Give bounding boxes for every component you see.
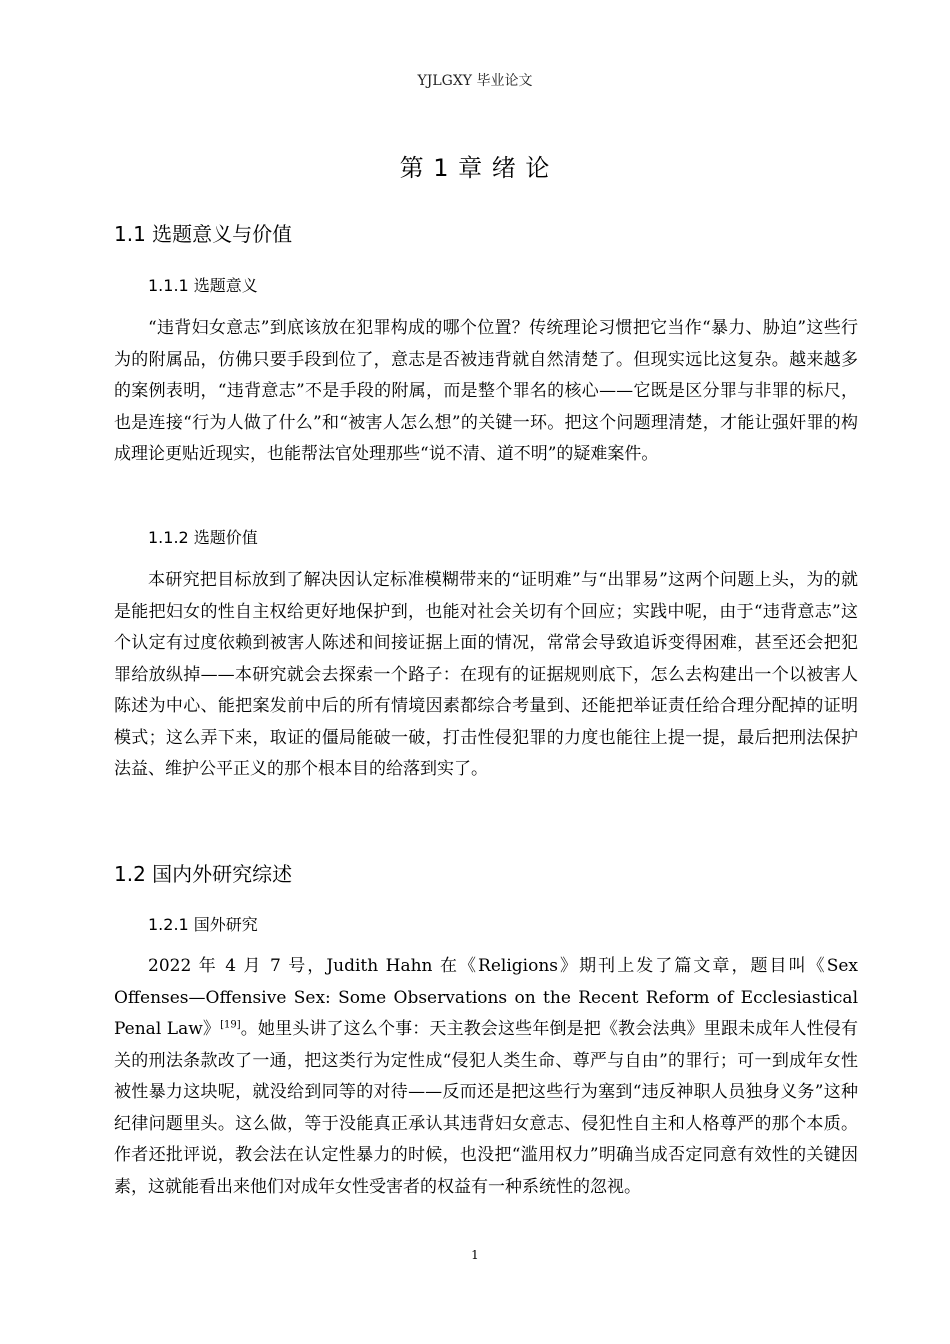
paragraph-foreign-research bbox=[114, 951, 858, 1203]
paragraph-topic-significance: “违背妇女意志”到底该放在犯罪构成的哪个位置？传统理论习惯把它当作“暴力、胁迫”这些行为的附属品，仿佛只要手段到位了，意志是否被违背就自然清楚了。但现实远比这复杂。越来越多的案例表明，“违背意志”不是手段的附属，而是整个罪名的核心——它既是区分罪与非罪的标尺，也是连接“行为人做了什么”和“被害人怎么想”的关键一环。把这个问题理清楚，才能让强奸罪的构成理论更贴近现实，也能帮法官处理那些“说不清、道不明”的疑难案件。 bbox=[114, 318, 858, 464]
paragraph-topic-value: 本研究把目标放到了解决因认定标准模糊带来的“证明难”与“出罪易”这两个问题上头，为的就是能把妇女的性自主权给更好地保护到，也能对社会关切有个回应；实践中呢，由于“违背意志”这个认定有过度依赖到被害人陈述和间接证据上面的情况，常常会导致追诉变得困难，甚至还会把犯罪给放纵掉——本研究就会去探索一个路子：在现有的证据规则底下，怎么去构建出一个以被害人陈述为中心、能把案发前中后的所有情境因素都综合考量到、还能把举证责任给合理分配掉的证明模式；这么弄下来，取证的僵局能破一破，打击性侵犯罪的力度也能往上提一提，最后把刑法保护法益、维护公平正义的那个根本目的给落到实了。 bbox=[114, 570, 858, 779]
subsection-heading-1-2-1: 1.2.1 国外研究 bbox=[148, 915, 258, 934]
foreign-research-text-part1: 2022 年 4 月 7 号，Judith Hahn 在《Religions》期刊上发了篇文章，题目叫《Sex Offenses—Offensive Sex: Some Observations on the Recent Reform of Ecclesiastical Penal Law》 bbox=[114, 956, 858, 1039]
subsection-heading-1-1-2: 1.1.2 选题价值 bbox=[148, 528, 258, 547]
page-number: 1 bbox=[471, 1248, 479, 1262]
section-heading-1-2: 1.2 国内外研究综述 bbox=[114, 862, 293, 886]
section-heading-1-1: 1.1 选题意义与价值 bbox=[114, 222, 293, 246]
chapter-title: 第 1 章 绪 论 bbox=[399, 154, 551, 182]
citation-reference[interactable]: [19] bbox=[220, 1019, 241, 1031]
foreign-research-text-part2: 。她里头讲了这么个事：天主教会这些年倒是把《教会法典》里跟未成年人性侵有关的刑法条款改了一通，把这类行为定性成“侵犯人类生命、尊严与自由”的罪行；可一到成年女性被性暴力这块呢，就没给到同等的对待——反而还是把这些行为塞到“违反神职人员独身义务”这种纪律问题里头。这么做，等于没能真正承认其违背妇女意志、侵犯性自主和人格尊严的那个本质。作者还批评说，教会法在认定性暴力的时候，也没把“滥用权力”明确当成否定同意有效性的关键因素，这就能看出来他们对成年女性受害者的权益有一种系统性的忽视。 bbox=[114, 1019, 859, 1197]
running-header: YJLGXY 毕业论文 bbox=[417, 73, 533, 89]
subsection-heading-1-1-1: 1.1.1 选题意义 bbox=[148, 276, 258, 295]
